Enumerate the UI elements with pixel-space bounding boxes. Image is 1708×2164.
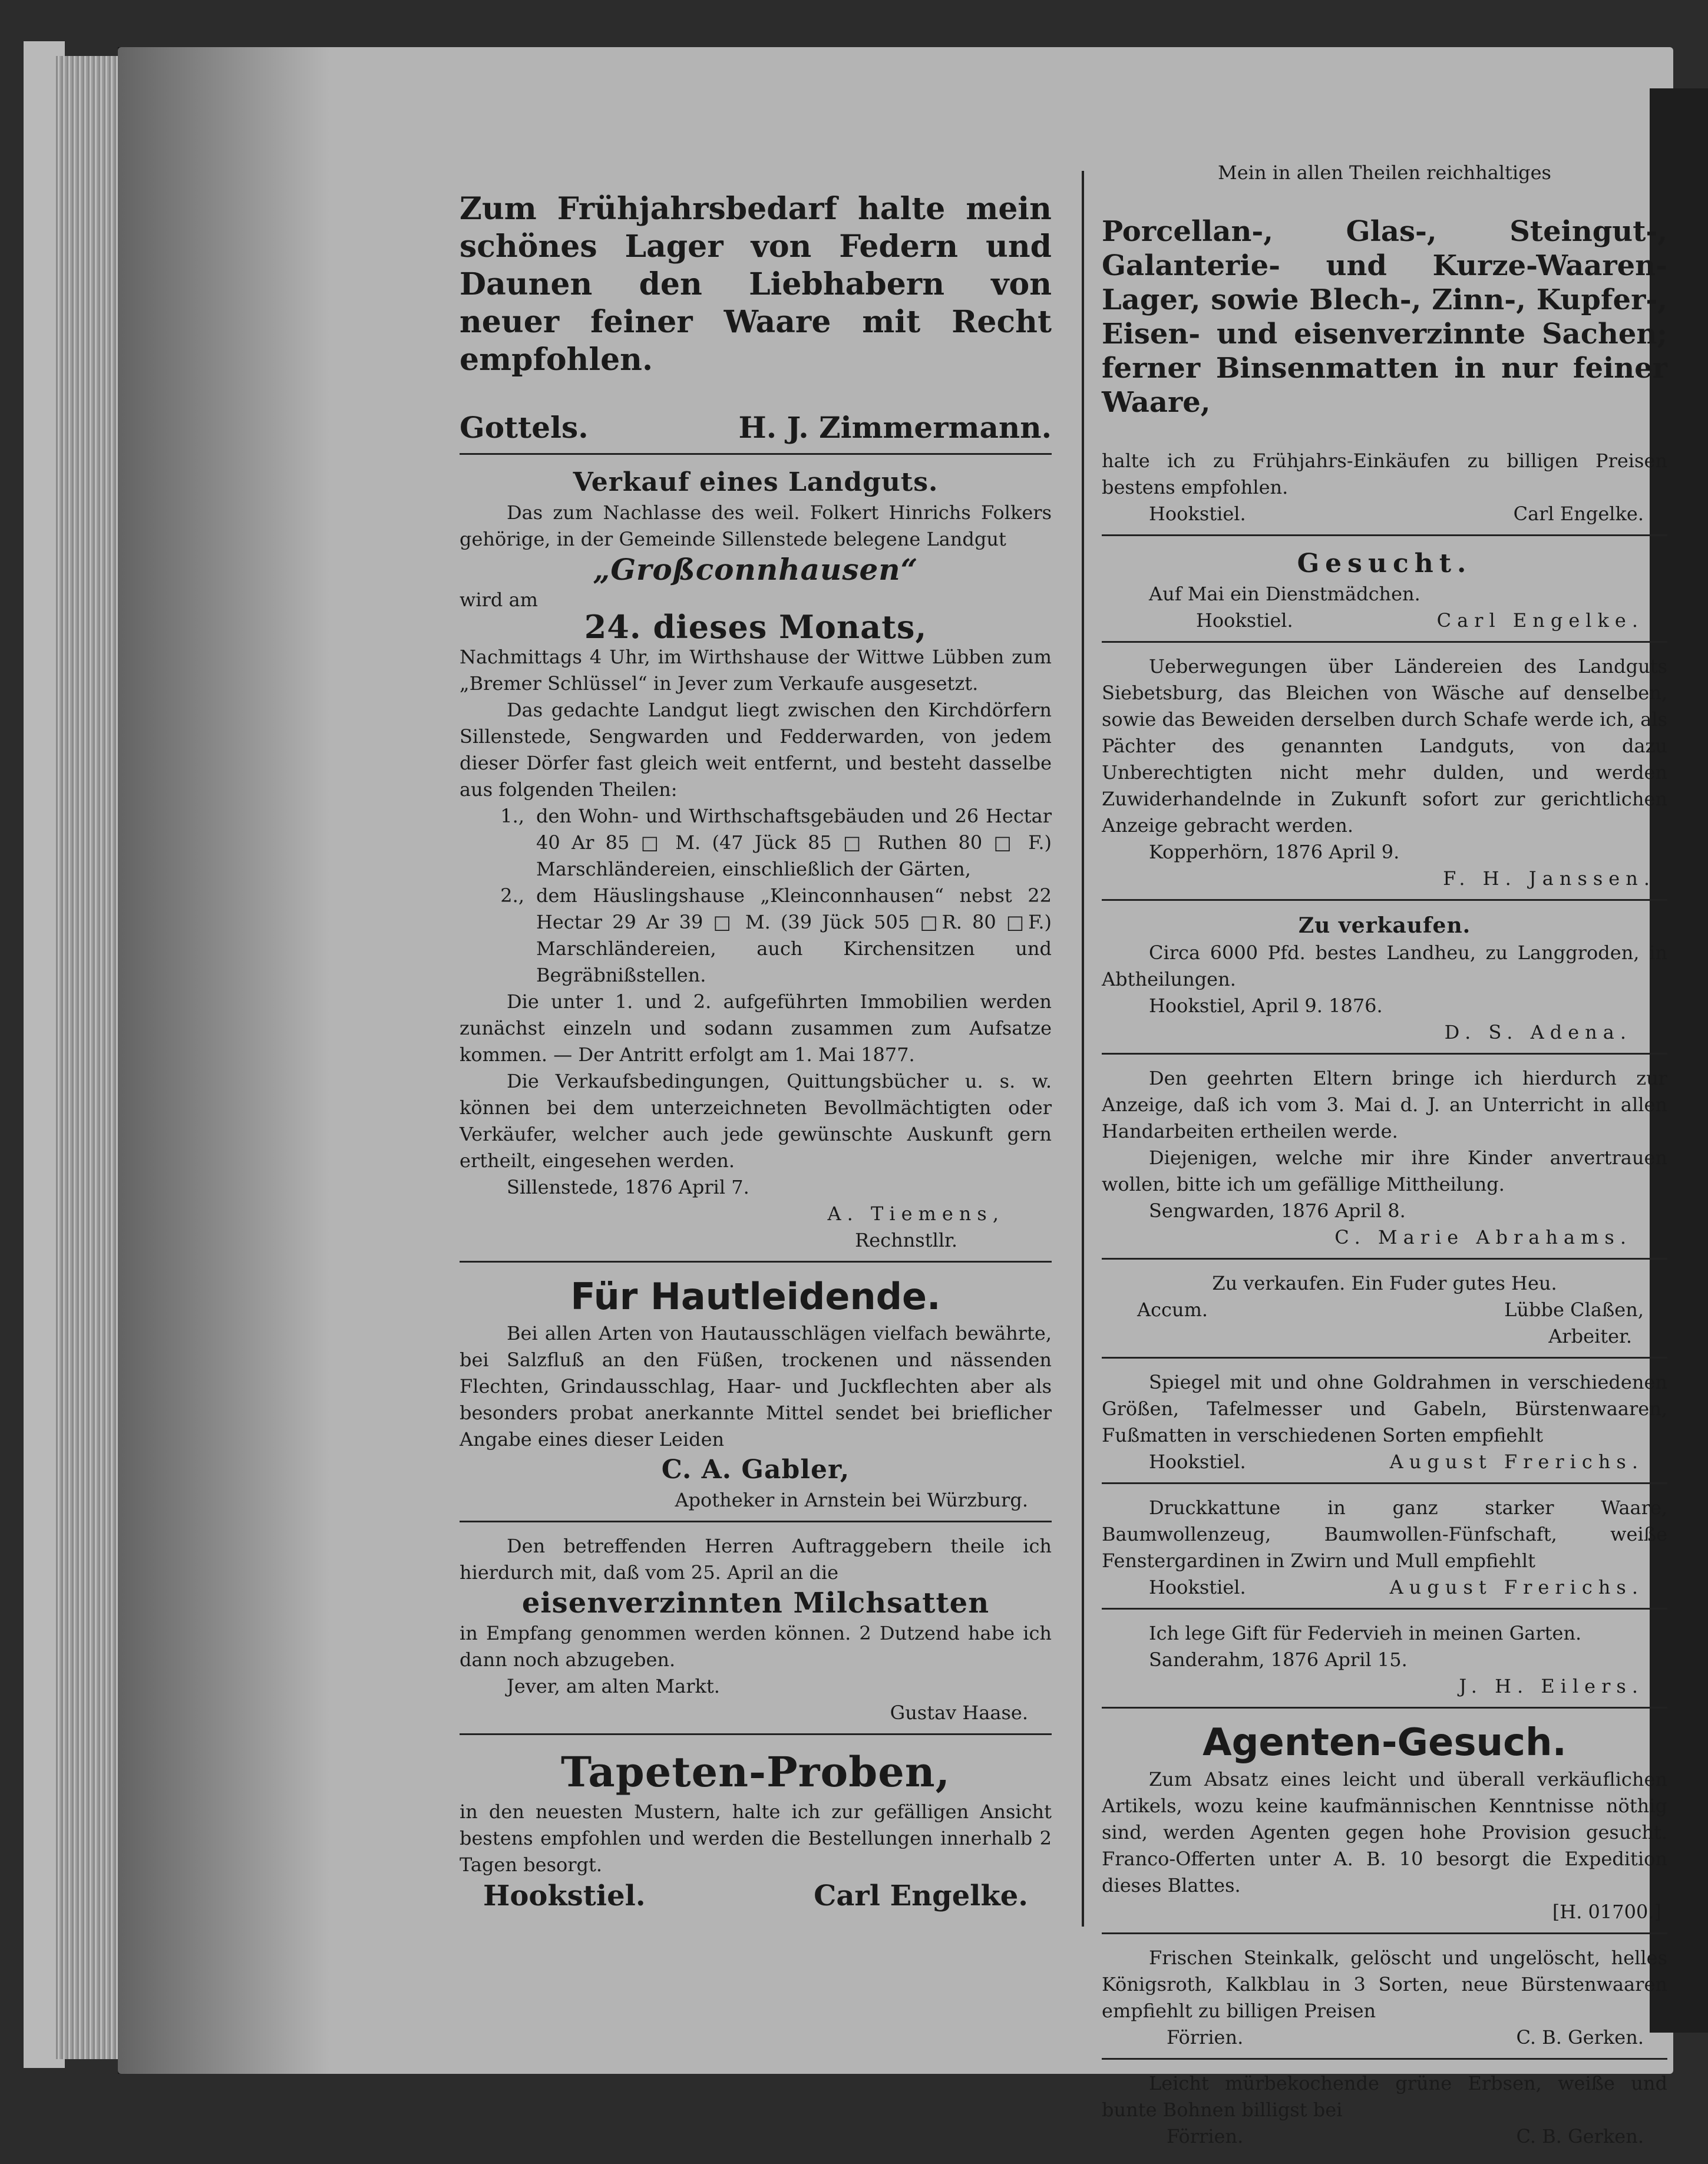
list-item — [460, 883, 1052, 989]
ad-intro: Das zum Nachlasse des weil. Folkert Hinrichs Folkers gehörige, in der Gemeinde Sillenstede belegene Landgut — [460, 501, 1052, 550]
ad-text: Auf Mai ein Dienstmädchen. — [1149, 583, 1420, 605]
ad-signer: Lübbe Claßen, — [1504, 1299, 1644, 1321]
ad-dateline: Hookstiel, April 9. 1876. — [1149, 995, 1383, 1017]
ad-hay-cart — [1102, 1267, 1667, 1359]
ad-skin-remedy — [460, 1270, 1052, 1522]
ad-signer: Carl Engelke. — [814, 1879, 1028, 1912]
ad-trespass-notice — [1102, 650, 1667, 901]
ad-place: Hookstiel. — [1149, 1451, 1246, 1473]
ad-signer: J. H. Eilers. — [1459, 1675, 1644, 1697]
ad-text: Circa 6000 Pfd. bestes Landheu, zu Langgroden, in Abtheilungen. — [1102, 941, 1667, 990]
ad-agents-wanted — [1102, 1716, 1667, 1934]
ad-wanted-maid — [1102, 543, 1667, 643]
ad-dateline: Sanderahm, 1876 April 15. — [1149, 1648, 1408, 1671]
ad-place: Gottels. — [460, 410, 589, 445]
ad-milk-pans — [460, 1529, 1052, 1735]
signer-title: Rechnstllr. — [855, 1229, 957, 1251]
estate-location: Das gedachte Landgut liegt zwischen den Kirchdörfern Sillenstede, Sengwarden und Fedderwarden, von jedem dieser Dörfer fast gleich weit entfernt, und besteht dasselbe aus folgenden Theilen: — [460, 699, 1052, 801]
page-stack-edge — [56, 56, 121, 2059]
ad-code: [H. 01700.] — [1552, 1901, 1661, 1923]
ad-place: Jever, am alten Markt. — [507, 1675, 720, 1697]
ad-place: Förrien. — [1167, 2125, 1244, 2148]
ad-signer: Carl Engelke. — [1513, 503, 1644, 525]
ad-text: Den geehrten Eltern bringe ich hierdurch zur Anzeige, daß ich vom 3. Mai d. J. an Unterricht in allen Handarbeiten ertheilen werde. — [1102, 1067, 1667, 1142]
ad-intro: Den betreffenden Herren Auftraggebern theile ich hierdurch mit, daß vom 25. April an die — [460, 1535, 1052, 1584]
ad-text-2: Diejenigen, welche mir ihre Kinder anvertrauen wollen, bitte ich um gefällige Mittheilung. — [1102, 1147, 1667, 1195]
ad-place: Hookstiel. — [1196, 609, 1293, 632]
ad-text: Leicht mürbekochende grüne Erbsen, weiße und bunte Bohnen billigst bei — [1102, 2072, 1667, 2121]
column-rule — [1082, 171, 1084, 1927]
ad-signer: D. S. Adena. — [1444, 1021, 1632, 1043]
ad-feathers — [460, 156, 1052, 455]
ad-dateline: Sengwarden, 1876 April 8. — [1149, 1200, 1406, 1222]
auction-when: Nachmittags 4 Uhr, im Wirthshause der Wittwe Lübben zum „Bremer Schlüssel“ in Jever zum Verkaufe ausgesetzt. — [460, 646, 1052, 695]
ad-title: Gesucht. — [1297, 549, 1472, 579]
ad-wallpaper — [460, 1742, 1052, 1921]
ad-peas — [1102, 2067, 1667, 2157]
ad-title: Zu verkaufen. — [1298, 913, 1471, 938]
ad-text: Ich lege Gift für Federvieh in meinen Garten. — [1149, 1622, 1582, 1644]
list-item — [460, 803, 1052, 883]
ad-title: Agenten-Gesuch. — [1202, 1721, 1567, 1765]
signer-title: Arbeiter. — [1548, 1325, 1632, 1347]
ad-signer: F. H. Janssen. — [1443, 867, 1656, 890]
ad-outro: halte ich zu Frühjahrs-Einkäufen zu billigen Preisen bestens empfohlen. — [1102, 450, 1667, 498]
gutter-shadow — [118, 47, 330, 2074]
ad-text: Zu verkaufen. Ein Fuder gutes Heu. — [1212, 1272, 1557, 1294]
ad-text: Porcellan-, Glas-, Steingut-, Galanterie- und Kurze-Waaren-Lager, sowie Blech-, Zinn-, Kupfer-, Eisen- und eisenverzinnte Sachen; ferner Binsenmatten in nur feiner Waare, — [1102, 215, 1667, 419]
ad-lime — [1102, 1941, 1667, 2060]
estate-name: „Großconnhausen“ — [593, 552, 919, 587]
ad-text: Druckkattune in ganz starker Waare, Baumwollenzeug, Baumwollen-Fünfschaft, weiße Fenstergardinen in Zwirn und Mull empfiehlt — [1102, 1496, 1667, 1572]
list-text: dem Häuslingshause „Kleinconnhausen“ nebst 22 Hectar 29 Ar 39 □ M. (39 Jück 505 □R. 80 □F.) Marschländereien, auch Kirchensitzen und Begräbnißstellen. — [536, 884, 1052, 986]
ad-porcelain — [1102, 156, 1667, 536]
list-number: 1., — [500, 805, 524, 827]
list-text: den Wohn- und Wirthschaftsgebäuden und 26 Hectar 40 Ar 85 □ M. (47 Jück 85 □ Ruthen 80 □ F.) Marschländereien, einschließlich der Gärten, — [536, 805, 1052, 880]
ad-text: in Empfang genommen werden können. 2 Dutzend habe ich dann noch abzugeben. — [460, 1622, 1052, 1671]
ad-place: Hookstiel. — [483, 1879, 646, 1912]
ad-signer: H. J. Zimmermann. — [738, 410, 1052, 445]
ad-signer: Carl Engelke. — [1436, 609, 1644, 632]
auction-date: 24. dieses Monats, — [584, 608, 927, 646]
sale-terms: Die unter 1. und 2. aufgeführten Immobilien werden zunächst einzeln und sodann zusammen zum Aufsatze kommen. — Der Antritt erfolgt am 1. Mai 1877. — [460, 990, 1052, 1066]
ad-calico — [1102, 1491, 1667, 1610]
ad-estate-sale — [460, 462, 1052, 1263]
ad-title: Verkauf eines Landguts. — [573, 467, 939, 497]
ad-title: Für Hautleidende. — [570, 1275, 941, 1318]
ad-needlework-lessons — [1102, 1062, 1667, 1260]
ad-product: eisenverzinnten Milchsatten — [521, 1587, 990, 1620]
ad-name: C. A. Gabler, — [661, 1455, 850, 1485]
list-number: 2., — [500, 884, 524, 907]
ad-place: Förrien. — [1167, 2026, 1244, 2049]
ad-wird-am: wird am — [460, 589, 538, 611]
ad-signer: August Frerichs. — [1389, 1576, 1644, 1598]
left-column — [460, 156, 1052, 1928]
ad-dateline: Sillenstede, 1876 April 7. — [507, 1176, 749, 1198]
ad-signer: C. B. Gerken. — [1516, 2026, 1644, 2049]
ad-text: Zum Absatz eines leicht und überall verkäuflichen Artikels, wozu keine kaufmännischen Kenntnisse nöthig sind, werden Agenten gegen hohe Provision gesucht. Franco-Offerten unter A. B. 10 besorgt die Expedition dieses Blattes. — [1102, 1768, 1667, 1897]
ad-text: in den neuesten Mustern, halte ich zur gefälligen Ansicht bestens empfohlen und werden die Bestellungen innerhalb 2 Tagen besorgt. — [460, 1800, 1052, 1876]
ad-place: Accum. — [1137, 1299, 1208, 1321]
ad-title: Tapeten-Proben, — [561, 1747, 950, 1796]
ad-signer: Gustav Haase. — [890, 1702, 1028, 1724]
ad-signer: August Frerichs. — [1389, 1451, 1644, 1473]
ad-dateline: Kopperhörn, 1876 April 9. — [1149, 841, 1400, 863]
ad-mirrors — [1102, 1366, 1667, 1484]
ad-text: Bei allen Arten von Hautausschlägen vielfach bewährte, bei Salzfluß an den Füßen, trockenen und nässenden Flechten, Grindausschlag, Haar- und Juckflechten aber als besonders probat anerkannte Mittel sendet bei brieflicher Angabe eines dieser Leiden — [460, 1322, 1052, 1451]
ad-text: Frischen Steinkalk, gelöscht und ungelöscht, helles Königsroth, Kalkblau in 3 Sorten, neue Bürstenwaaren empfiehlt zu billigen Preisen — [1102, 1947, 1667, 2022]
ad-signer: C. B. Gerken. — [1516, 2125, 1644, 2148]
ad-signer: A. Tiemens, — [827, 1202, 1005, 1225]
ad-hay-sale — [1102, 908, 1667, 1055]
ad-place: Hookstiel. — [1149, 1576, 1246, 1598]
sale-conditions: Die Verkaufsbedingungen, Quittungsbücher u. s. w. können bei dem unterzeichneten Bevollmächtigten oder Verkäufer, welcher auch jede gewünschte Auskunft gern ertheilt, eingesehen werden. — [460, 1070, 1052, 1172]
ad-text: Ueberwegungen über Ländereien des Landguts Siebetsburg, das Bleichen von Wäsche auf denselben, sowie das Beweiden derselben durch Schafe werde ich, als Pächter des genannten Landguts, von dazu Unberechtigten nicht mehr dulden, und werden Zuwiderhandelnde in Zukunft sofort zur gerichtlichen Anzeige gebracht werden. — [1102, 655, 1667, 837]
ad-role: Apotheker in Arnstein bei Würzburg. — [675, 1489, 1028, 1511]
ad-intro: Mein in allen Theilen reichhaltiges — [1218, 161, 1551, 184]
ad-place: Hookstiel. — [1149, 503, 1246, 525]
right-column — [1102, 156, 1667, 2164]
ad-text: Spiegel mit und ohne Goldrahmen in verschiedenen Größen, Tafelmesser und Gabeln, Bürstenwaaren, Fußmatten in verschiedenen Sorten empfiehlt — [1102, 1371, 1667, 1446]
ad-poison-notice — [1102, 1617, 1667, 1709]
ad-text: Zum Frühjahrsbedarf halte mein schönes Lager von Federn und Daunen den Liebhabern von neuer feiner Waare mit Recht empfohlen. — [460, 191, 1052, 378]
ad-signer: C. Marie Abrahams. — [1334, 1226, 1632, 1248]
